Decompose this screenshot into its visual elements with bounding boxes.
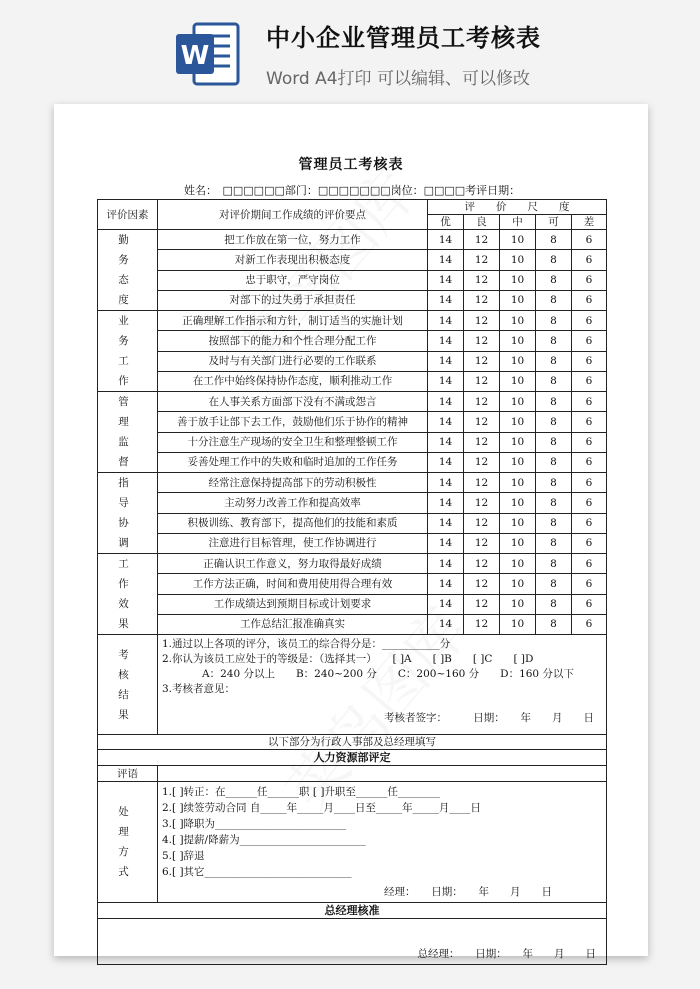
- criteria-row: [98, 331, 607, 351]
- grade-ranges-line: A：240 分以上 B：240~200 分 C：200~160 分 D：160 分以下: [202, 668, 574, 680]
- score-cell[interactable]: 6: [572, 270, 607, 290]
- score-cell[interactable]: 10: [500, 513, 536, 533]
- handling-option[interactable]: 6.[ ]其它____________________________: [162, 866, 352, 878]
- score-cell[interactable]: 6: [572, 250, 607, 270]
- score-cell[interactable]: 10: [500, 594, 536, 614]
- score-cell[interactable]: 8: [536, 371, 572, 391]
- score-cell[interactable]: 8: [536, 351, 572, 371]
- factor-cell: 业 务 工 作: [98, 311, 158, 392]
- criteria-text: 积极训练、教育部下，提高他们的技能和素质: [158, 513, 428, 533]
- criteria-text: 及时与有关部门进行必要的工作联系: [158, 351, 428, 371]
- criteria-row: [98, 493, 607, 513]
- score-cell[interactable]: 10: [500, 554, 536, 574]
- grade-choice-line: 2.你认为该员工应处于的等级是：（选择其一） [ ]A [ ]B [ ]C [ ]D: [162, 653, 534, 665]
- handling-option[interactable]: 4.[ ]提薪/降薪为________________________: [162, 834, 366, 846]
- handling-factor: 处 理 方 式: [98, 782, 158, 903]
- criteria-row: [98, 614, 607, 634]
- hr-section-title: 人力资源部评定: [98, 750, 607, 766]
- criteria-text: 注意进行目标管理，使工作协调进行: [158, 533, 428, 553]
- total-score-line: 1.通过以上各项的评分，该员工的综合得分是：___________分: [162, 638, 451, 650]
- evaluator-signature-line: 考核者签字： 日期： 年 月 日: [384, 712, 594, 724]
- score-cell[interactable]: 10: [500, 392, 536, 412]
- score-cell[interactable]: 12: [464, 270, 500, 290]
- score-cell[interactable]: 14: [428, 392, 464, 412]
- score-cell[interactable]: 6: [572, 594, 607, 614]
- criteria-row: [98, 311, 607, 331]
- criteria-row: [98, 290, 607, 310]
- criteria-text: 经常注意保持提高部下的劳动积极性: [158, 473, 428, 493]
- score-cell[interactable]: 6: [572, 452, 607, 472]
- score-cell[interactable]: 14: [428, 574, 464, 594]
- score-cell[interactable]: 14: [428, 533, 464, 553]
- criteria-row: [98, 452, 607, 472]
- conclusion-cell[interactable]: [158, 635, 607, 735]
- factor-cell: 勤 务 态 度: [98, 230, 158, 311]
- score-cell[interactable]: 14: [428, 351, 464, 371]
- criteria-text: 忠于职守，严守岗位: [158, 270, 428, 290]
- score-cell[interactable]: 14: [428, 290, 464, 310]
- criteria-row: [98, 392, 607, 412]
- criteria-row: [98, 554, 607, 574]
- score-cell[interactable]: 14: [428, 230, 464, 250]
- score-cell[interactable]: 14: [428, 371, 464, 391]
- score-cell[interactable]: 12: [464, 230, 500, 250]
- score-cell[interactable]: 12: [464, 452, 500, 472]
- score-cell[interactable]: 14: [428, 594, 464, 614]
- score-cell[interactable]: 8: [536, 473, 572, 493]
- grade-label: 可: [536, 215, 572, 230]
- score-cell[interactable]: 12: [464, 371, 500, 391]
- score-cell[interactable]: 14: [428, 311, 464, 331]
- criteria-text: 正确认识工作意义，努力取得最好成绩: [158, 554, 428, 574]
- score-cell[interactable]: 8: [536, 290, 572, 310]
- criteria-row: [98, 594, 607, 614]
- factor-cell: 指 导 协 调: [98, 473, 158, 554]
- banner: [0, 0, 700, 98]
- score-cell[interactable]: 14: [428, 513, 464, 533]
- score-cell[interactable]: 12: [464, 250, 500, 270]
- score-cell[interactable]: 12: [464, 290, 500, 310]
- criteria-text: 十分注意生产现场的安全卫生和整理整顿工作: [158, 432, 428, 452]
- handling-option[interactable]: 5.[ ]辞退: [162, 850, 205, 862]
- criteria-text: 正确理解工作指示和方针，制订适当的实施计划: [158, 311, 428, 331]
- score-cell[interactable]: 12: [464, 493, 500, 513]
- criteria-text: 主动努力改善工作和提高效率: [158, 493, 428, 513]
- score-cell[interactable]: 12: [464, 473, 500, 493]
- score-cell[interactable]: 6: [572, 554, 607, 574]
- score-cell[interactable]: 10: [500, 452, 536, 472]
- conclusion-row: [98, 635, 607, 735]
- score-cell[interactable]: 8: [536, 432, 572, 452]
- comment-label: 评语: [98, 766, 158, 782]
- score-cell[interactable]: 12: [464, 331, 500, 351]
- score-cell[interactable]: 8: [536, 230, 572, 250]
- score-cell[interactable]: 12: [464, 513, 500, 533]
- score-cell[interactable]: 14: [428, 412, 464, 432]
- score-cell[interactable]: 14: [428, 614, 464, 634]
- gm-section-title: 总经理核准: [98, 903, 607, 919]
- gm-signature-line: 总经理： 日期： 年 月 日: [417, 948, 596, 960]
- criteria-row: [98, 473, 607, 493]
- grade-label: 优: [428, 215, 464, 230]
- score-cell[interactable]: 6: [572, 493, 607, 513]
- score-cell[interactable]: 10: [500, 351, 536, 371]
- conclusion-factor: 考 核 结 果: [98, 635, 158, 735]
- criteria-row: [98, 250, 607, 270]
- word-icon-letter: W: [180, 41, 210, 71]
- criteria-row: [98, 574, 607, 594]
- score-cell[interactable]: 6: [572, 311, 607, 331]
- score-cell[interactable]: 10: [500, 412, 536, 432]
- score-cell[interactable]: 14: [428, 473, 464, 493]
- comment-field[interactable]: [158, 766, 607, 782]
- score-cell[interactable]: 10: [500, 493, 536, 513]
- handling-option[interactable]: 2.[ ]续签劳动合同 自_____年_____月____日至_____年_____月____日: [162, 802, 481, 814]
- criteria-row: [98, 270, 607, 290]
- score-cell[interactable]: 12: [464, 554, 500, 574]
- score-cell[interactable]: 8: [536, 250, 572, 270]
- banner-subtitle: Word A4打印 可以编辑、可以修改: [266, 69, 530, 89]
- score-cell[interactable]: 6: [572, 614, 607, 634]
- score-cell[interactable]: 6: [572, 230, 607, 250]
- banner-title: 中小企业管理员工考核表: [266, 24, 541, 52]
- factor-header: 评价因素: [98, 200, 158, 230]
- score-cell[interactable]: 8: [536, 331, 572, 351]
- grade-label: 差: [572, 215, 607, 230]
- score-cell[interactable]: 14: [428, 270, 464, 290]
- score-cell[interactable]: 8: [536, 594, 572, 614]
- score-cell[interactable]: 12: [464, 351, 500, 371]
- score-cell[interactable]: 12: [464, 594, 500, 614]
- score-cell[interactable]: 10: [500, 311, 536, 331]
- score-cell[interactable]: 6: [572, 392, 607, 412]
- criteria-text: 对部下的过失勇于承担责任: [158, 290, 428, 310]
- criteria-text: 善于放手让部下去工作，鼓励他们乐于协作的精神: [158, 412, 428, 432]
- score-cell[interactable]: 8: [536, 392, 572, 412]
- score-cell[interactable]: 8: [536, 452, 572, 472]
- score-cell[interactable]: 6: [572, 371, 607, 391]
- document-title: 管理员工考核表: [298, 157, 404, 173]
- score-cell[interactable]: 10: [500, 533, 536, 553]
- hr-note: 以下部分为行政人事部及总经理填写: [98, 735, 607, 750]
- score-cell[interactable]: 6: [572, 473, 607, 493]
- score-cell[interactable]: 14: [428, 432, 464, 452]
- score-cell[interactable]: 8: [536, 533, 572, 553]
- score-cell[interactable]: 6: [572, 574, 607, 594]
- score-cell[interactable]: 8: [536, 412, 572, 432]
- handling-row: [98, 782, 607, 903]
- score-cell[interactable]: 10: [500, 290, 536, 310]
- points-header: 对评价期间工作成绩的评价要点: [158, 200, 428, 230]
- opinion-line: 3.考核者意见：: [162, 683, 236, 695]
- criteria-row: [98, 371, 607, 391]
- criteria-row: [98, 230, 607, 250]
- score-cell[interactable]: 14: [428, 452, 464, 472]
- criteria-text: 工作方法正确，时间和费用使用得合理有效: [158, 574, 428, 594]
- criteria-text: 在人事关系方面部下没有不满或怨言: [158, 392, 428, 412]
- score-cell[interactable]: 12: [464, 311, 500, 331]
- criteria-text: 工作总结汇报准确真实: [158, 614, 428, 634]
- score-cell[interactable]: 12: [464, 574, 500, 594]
- grade-label: 中: [500, 215, 536, 230]
- handling-option[interactable]: 3.[ ]降职为_________________________: [162, 818, 347, 830]
- score-cell[interactable]: 8: [536, 311, 572, 331]
- score-cell[interactable]: 14: [428, 493, 464, 513]
- score-cell[interactable]: 10: [500, 230, 536, 250]
- grade-label: 良: [464, 215, 500, 230]
- score-cell[interactable]: 6: [572, 432, 607, 452]
- score-cell[interactable]: 12: [464, 392, 500, 412]
- factor-cell: 管 理 监 督: [98, 392, 158, 473]
- score-cell[interactable]: 12: [464, 533, 500, 553]
- score-cell[interactable]: 8: [536, 493, 572, 513]
- score-cell[interactable]: 12: [464, 432, 500, 452]
- score-cell[interactable]: 8: [536, 574, 572, 594]
- score-cell[interactable]: 10: [500, 270, 536, 290]
- employee-info-line: 姓名： □□□□□□部门：□□□□□□□岗位：□□□□考评日期：: [184, 184, 521, 197]
- document-page: [54, 104, 648, 960]
- score-cell[interactable]: 14: [428, 250, 464, 270]
- handling-option[interactable]: 1.[ ]转正：在______任______职 [ ]升职至______任________: [162, 786, 440, 798]
- score-cell[interactable]: 8: [536, 270, 572, 290]
- score-cell[interactable]: 10: [500, 614, 536, 634]
- score-cell[interactable]: 10: [500, 371, 536, 391]
- score-cell[interactable]: 6: [572, 290, 607, 310]
- handling-cell: [158, 782, 607, 903]
- scale-header: 评 价 尺 度: [428, 200, 607, 215]
- score-cell[interactable]: 6: [572, 533, 607, 553]
- score-cell[interactable]: 8: [536, 513, 572, 533]
- criteria-text: 在工作中始终保持协作态度，顺利推动工作: [158, 371, 428, 391]
- gm-approval-cell[interactable]: [98, 919, 607, 965]
- score-cell[interactable]: 6: [572, 331, 607, 351]
- score-cell[interactable]: 6: [572, 412, 607, 432]
- criteria-text: 工作成绩达到预期目标或计划要求: [158, 594, 428, 614]
- criteria-text: 按照部下的能力和个性合理分配工作: [158, 331, 428, 351]
- criteria-text: 把工作放在第一位，努力工作: [158, 230, 428, 250]
- score-cell[interactable]: 10: [500, 574, 536, 594]
- score-cell[interactable]: 14: [428, 331, 464, 351]
- evaluation-table: [97, 199, 607, 965]
- criteria-row: [98, 412, 607, 432]
- word-document-icon: [174, 20, 242, 88]
- criteria-row: [98, 351, 607, 371]
- criteria-text: 对新工作表现出积极态度: [158, 250, 428, 270]
- score-cell[interactable]: 8: [536, 614, 572, 634]
- criteria-row: [98, 513, 607, 533]
- criteria-text: 妥善处理工作中的失败和临时追加的工作任务: [158, 452, 428, 472]
- score-cell[interactable]: 6: [572, 351, 607, 371]
- manager-signature-line: 经理： 日期： 年 月 日: [384, 886, 552, 898]
- criteria-row: [98, 533, 607, 553]
- score-cell[interactable]: 10: [500, 432, 536, 452]
- score-cell[interactable]: 8: [536, 554, 572, 574]
- score-cell[interactable]: 10: [500, 473, 536, 493]
- factor-cell: 工 作 效 果: [98, 554, 158, 635]
- score-cell[interactable]: 12: [464, 412, 500, 432]
- score-cell[interactable]: 6: [572, 513, 607, 533]
- criteria-row: [98, 432, 607, 452]
- score-cell[interactable]: 10: [500, 331, 536, 351]
- score-cell[interactable]: 10: [500, 250, 536, 270]
- header-row: [98, 200, 607, 215]
- score-cell[interactable]: 14: [428, 554, 464, 574]
- score-cell[interactable]: 12: [464, 614, 500, 634]
